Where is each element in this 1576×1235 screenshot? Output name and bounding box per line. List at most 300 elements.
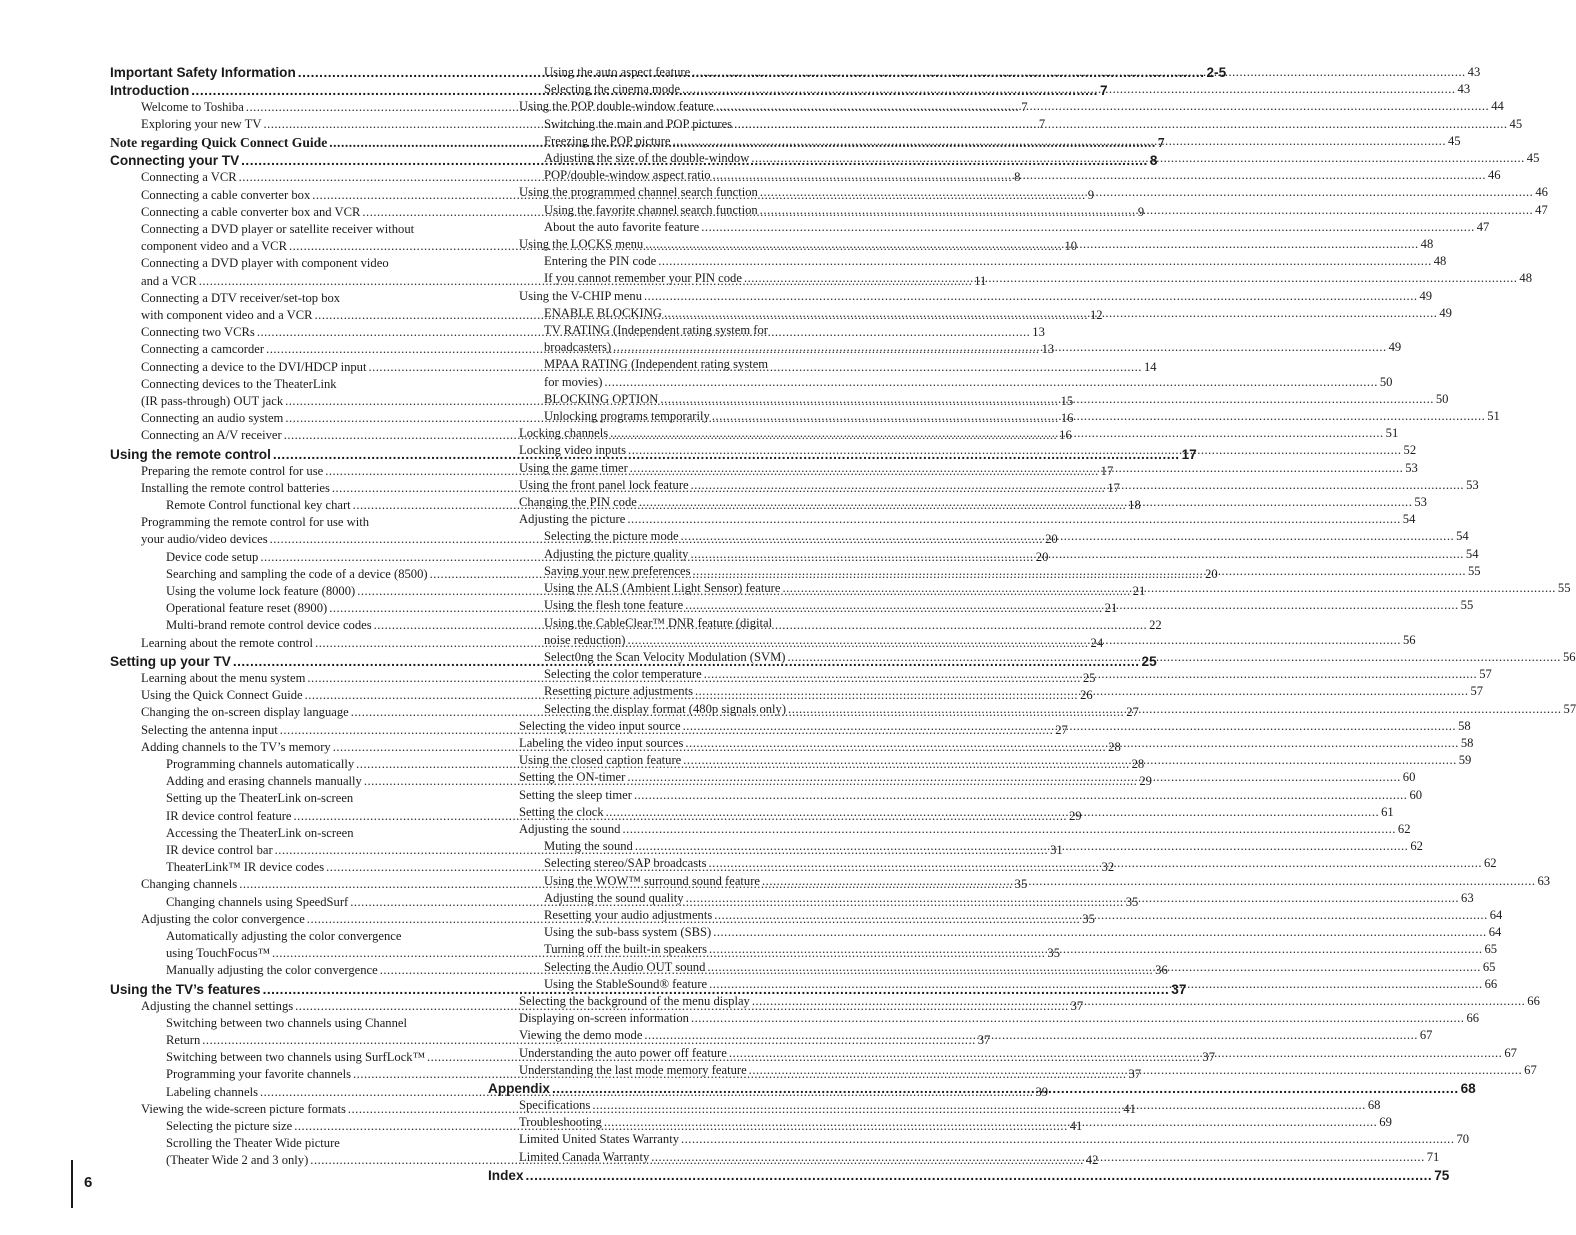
- toc-entry-page: 37: [1128, 1067, 1142, 1082]
- toc-entry-title: Preparing the remote control for use: [141, 463, 324, 478]
- toc-entry-page: 67: [1504, 1045, 1517, 1060]
- toc-entry-title: Resetting your audio adjustments: [544, 907, 713, 922]
- toc-entry-page: 54: [1456, 529, 1469, 544]
- toc-entry-line: [519, 98, 1504, 115]
- toc-entry[interactable]: [519, 184, 1548, 201]
- toc-entry-page: 37: [1070, 998, 1084, 1013]
- toc-entry-line: [544, 167, 1501, 184]
- toc-entry-page: 62: [1410, 839, 1423, 854]
- toc-entry-line: [519, 1010, 1480, 1027]
- toc-entry-title: Entering the PIN code: [544, 254, 657, 269]
- toc-entry-page: 20: [1035, 549, 1049, 564]
- toc-entry-line: [544, 924, 1502, 941]
- dot-leader: [691, 477, 1464, 494]
- toc-entry-line: [544, 81, 1471, 98]
- dot-leader: [782, 580, 1555, 597]
- toc-entry-page: 44: [1491, 99, 1504, 114]
- dot-leader: [660, 391, 1433, 408]
- toc-entry-page: 18: [1128, 498, 1141, 513]
- toc-entry[interactable]: [544, 150, 1540, 167]
- dot-leader: [686, 890, 1459, 907]
- toc-entry-page: 45: [1447, 133, 1461, 148]
- dot-leader: [681, 528, 1454, 545]
- toc-entry-title-line1: Automatically adjusting the color convergence: [166, 928, 402, 943]
- toc-entry-title: Installing the remote control batteries: [141, 480, 330, 495]
- toc-entry-line: [519, 511, 1416, 528]
- toc-entry-page: 45: [1509, 116, 1523, 131]
- toc-entry-page: 9: [1137, 204, 1145, 219]
- toc-entry-page: 27: [1055, 722, 1068, 737]
- dot-leader: [787, 649, 1560, 666]
- toc-entry-page: 13: [1041, 342, 1055, 357]
- dot-leader: [606, 804, 1379, 821]
- dot-leader: [692, 64, 1465, 81]
- toc-entry-title: Programming channels automatically: [166, 756, 355, 771]
- toc-entry-title: Connecting two VCRs: [141, 325, 255, 340]
- toc-entry-title: Multi-brand remote control device codes: [166, 618, 372, 633]
- dot-leader: [683, 718, 1456, 735]
- toc-entry-page: 21: [1104, 601, 1118, 616]
- toc-entry-title-line1: Switching between two channels using Channel: [166, 1015, 407, 1030]
- dot-leader: [709, 976, 1482, 993]
- toc-entry-page: 20: [1045, 532, 1058, 547]
- toc-entry[interactable]: [544, 924, 1502, 941]
- toc-entry-title: for movies): [544, 374, 603, 389]
- toc-entry-title: Selecting the color temperature: [544, 667, 702, 682]
- toc-entry[interactable]: [519, 511, 1416, 528]
- toc-entry-title: Labeling channels: [166, 1084, 258, 1099]
- toc-entry-line: [544, 202, 1548, 219]
- toc-entry-page: 69: [1379, 1115, 1392, 1130]
- dot-leader: [658, 253, 1431, 270]
- toc-entry-page: 65: [1484, 942, 1498, 957]
- toc-entry-page: 71: [1426, 1149, 1440, 1164]
- toc-entry-title: TheaterLink™ IR device codes: [166, 860, 325, 875]
- toc-entry-title: POP/double-window aspect ratio: [544, 168, 711, 183]
- dot-leader: [709, 941, 1482, 958]
- dot-leader: [712, 408, 1485, 425]
- toc-entry-page: 46: [1535, 185, 1548, 200]
- toc-entry-title: Important Safety Information: [110, 65, 296, 80]
- toc-entry-title: Using the closed caption feature: [519, 753, 682, 768]
- toc-entry-title: Welcome to Toshiba: [141, 100, 244, 114]
- toc-entry-page: 7: [1157, 135, 1165, 151]
- toc-entry-page: 50: [1379, 374, 1393, 389]
- toc-entry[interactable]: [519, 821, 1411, 838]
- toc-entry-title-line1: Setting up the TheaterLink on-screen: [166, 791, 354, 806]
- dot-leader: [713, 924, 1486, 941]
- toc-entry-page: 29: [1139, 774, 1152, 789]
- toc-entry-title: Connecting a camcorder: [141, 342, 265, 357]
- dot-leader: [552, 1080, 1459, 1097]
- toc-entry-page: 14: [1143, 359, 1157, 374]
- toc-entry-title: Setting the clock: [519, 804, 604, 819]
- dot-leader: [788, 701, 1561, 718]
- toc-entry-page: 56: [1402, 632, 1416, 647]
- toc-entry-title: Connecting a cable converter box: [141, 187, 311, 202]
- dot-leader: [701, 219, 1474, 236]
- toc-entry-page: 57: [1563, 701, 1576, 716]
- toc-entry-title: Connecting a cable converter box and VCR: [141, 204, 361, 219]
- dot-leader: [635, 838, 1408, 855]
- dot-leader: [639, 494, 1412, 511]
- toc-entry-title: Learning about the remote control: [141, 635, 314, 650]
- dot-leader: [651, 1149, 1424, 1166]
- toc-entry-title: Appendix: [488, 1080, 550, 1096]
- dot-leader: [707, 959, 1480, 976]
- toc-entry-page: 49: [1419, 288, 1433, 303]
- toc-entry-line: [544, 253, 1447, 270]
- toc-entry-title: Selecting the Audio OUT sound: [544, 959, 706, 974]
- toc-entry-title: Using the volume lock feature (8000): [166, 584, 356, 599]
- toc-entry-page: 57: [1470, 684, 1484, 699]
- dot-leader: [613, 339, 1386, 356]
- toc-entry-page: 64: [1488, 925, 1502, 940]
- toc-entry-title: Selecting the cinema mode: [544, 82, 681, 97]
- dot-leader: [760, 202, 1533, 219]
- toc-entry-title: Using the sub-bass system (SBS): [544, 925, 712, 940]
- toc-entry-title: Using the favorite channel search function: [544, 202, 758, 217]
- toc-entry-page: 12: [1089, 308, 1103, 323]
- toc-entry-title: Adjusting the sound quality: [544, 890, 684, 905]
- toc-entry-title: Selecting the picture size: [166, 1118, 293, 1133]
- toc-entry-title: Setting up your TV: [110, 653, 231, 669]
- toc-entry-title: Freezing the POP picture: [544, 133, 671, 148]
- toc-entry[interactable]: [544, 81, 1471, 98]
- dot-leader: [762, 873, 1535, 890]
- toc-entry-page: 17: [1107, 480, 1120, 495]
- toc-entry-title: Using the flesh tone feature: [544, 598, 684, 613]
- dot-leader: [709, 855, 1482, 872]
- toc-entry-title: Using the V-CHIP menu: [519, 288, 643, 303]
- toc-entry-title: Using the Quick Connect Guide: [141, 688, 303, 703]
- toc-entry[interactable]: [519, 1010, 1480, 1027]
- toc-entry-title: (Theater Wide 2 and 3 only): [166, 1153, 309, 1168]
- dot-leader: [664, 305, 1437, 322]
- toc-entry-title-line1: Programming the remote control for use with: [141, 515, 370, 530]
- dot-leader: [685, 735, 1458, 752]
- toc-entry-line: [544, 133, 1461, 150]
- toc-entry-title: Learning about the menu system: [141, 670, 306, 685]
- dot-leader: [695, 683, 1468, 700]
- toc-entry-page: 67: [1419, 1028, 1433, 1043]
- toc-entry-title: Connecting an A/V receiver: [141, 428, 282, 443]
- toc-entry-title: with component video and a VCR: [141, 308, 313, 323]
- dot-leader: [634, 787, 1407, 804]
- dot-leader: [630, 460, 1403, 477]
- toc-entry-page: 36: [1155, 963, 1168, 978]
- toc-entry[interactable]: [519, 288, 1433, 305]
- toc-entry-title: Return: [166, 1032, 201, 1047]
- toc-entry-page: 49: [1439, 305, 1452, 320]
- toc-entry-title: Connecting an audio system: [141, 411, 284, 426]
- dot-leader: [734, 116, 1507, 133]
- toc-entry-page: 35: [1082, 911, 1095, 926]
- dot-leader: [644, 1027, 1417, 1044]
- toc-entry-title: About the auto favorite feature: [544, 219, 700, 234]
- toc-entry-title: Resetting picture adjustments: [544, 684, 693, 699]
- toc-entry-page: 9: [1087, 187, 1095, 202]
- toc-entry-title-line1: Connecting devices to the TheaterLink: [141, 376, 337, 391]
- toc-entry-page: 48: [1433, 254, 1447, 269]
- dot-leader: [622, 821, 1395, 838]
- toc-entry-page: 7: [1021, 100, 1028, 114]
- dot-leader: [704, 666, 1477, 683]
- toc-entry-page: 68: [1460, 1080, 1476, 1096]
- toc-entry-line: [544, 374, 1393, 391]
- toc-entry-title: Turning off the built-in speakers: [544, 942, 708, 957]
- dot-leader: [683, 752, 1456, 769]
- dot-leader: [673, 133, 1446, 150]
- toc-entry-title: Connecting a VCR: [141, 170, 237, 185]
- toc-entry-title: Labeling the video input sources: [519, 735, 684, 750]
- toc-entry-title: Selecting the display format (480p signals only): [544, 701, 787, 716]
- toc-entry-title: Adding channels to the TV’s memory: [141, 739, 331, 754]
- toc-entry-page: 46: [1487, 168, 1501, 183]
- dot-leader: [690, 546, 1463, 563]
- toc-entry-page: 60: [1409, 787, 1423, 802]
- dot-leader: [713, 167, 1486, 184]
- toc-entry-page: 10: [1064, 239, 1078, 254]
- toc-entry-title: Specifications: [519, 1097, 591, 1112]
- toc-entry-line: [544, 150, 1540, 167]
- toc-entry-title: Muting the sound: [544, 839, 633, 854]
- toc-entry-page: 25: [1141, 653, 1157, 669]
- dot-leader: [749, 1062, 1522, 1079]
- toc-entry-page: 43: [1457, 82, 1471, 97]
- toc-entry-title: Using the LOCKS menu: [519, 237, 644, 252]
- toc-entry-title: Setting the sleep timer: [519, 787, 632, 802]
- toc-entry-page: 55: [1468, 563, 1481, 578]
- toc-entry-page: 7: [1038, 117, 1046, 132]
- toc-entry-title: Locking video inputs: [519, 443, 627, 458]
- toc-entry-page: 57: [1479, 667, 1492, 682]
- toc-entry-title: Exploring your new TV: [141, 117, 262, 132]
- toc-entry-title: Selecting stereo/SAP broadcasts: [544, 856, 707, 871]
- toc-entry-title-line1: Using the CableClear™ DNR feature (digital: [544, 615, 773, 630]
- toc-entry-title: Selecting the video input source: [519, 718, 681, 733]
- toc-entry-title-line1: MPAA RATING (Independent rating system: [544, 357, 769, 372]
- toc-entry-title: using TouchFocus™: [166, 946, 270, 961]
- toc-entry-title: If you cannot remember your PIN code: [544, 271, 742, 286]
- toc-entry-page: 55: [1557, 581, 1571, 596]
- toc-entry-line: [519, 184, 1548, 201]
- toc-entry-title: Unlocking programs temporarily: [544, 409, 710, 424]
- toc-entry-title: Understanding the last mode memory feature: [519, 1062, 747, 1077]
- toc-entry-page: 58: [1460, 735, 1474, 750]
- toc-entry-page: 48: [1420, 237, 1434, 252]
- toc-entry-page: 25: [1082, 670, 1096, 685]
- dot-leader: [627, 632, 1400, 649]
- toc-entry-title: BLOCKING OPTION: [544, 391, 659, 406]
- toc-entry-title: Viewing the wide-screen picture formats: [141, 1101, 346, 1116]
- toc-entry-title: Selecting the antenna input: [141, 722, 278, 737]
- dot-leader: [644, 288, 1417, 305]
- toc-entry-page: 13: [1032, 325, 1045, 340]
- toc-entry-page: 37: [1171, 981, 1187, 997]
- toc-entry-page: 53: [1405, 460, 1418, 475]
- dot-leader: [716, 98, 1489, 115]
- toc-entry-page: 55: [1460, 598, 1474, 613]
- toc-entry-page: 53: [1414, 495, 1427, 510]
- toc-entry-line: [488, 1167, 1450, 1184]
- toc-entry-title: Using the remote control: [110, 446, 271, 462]
- toc-entry-page: 17: [1181, 446, 1197, 462]
- toc-entry-title: Switching between two channels using SurfLock™: [166, 1050, 425, 1065]
- toc-entry[interactable]: [519, 787, 1423, 804]
- toc-entry-title: Using the front panel lock feature: [519, 477, 689, 492]
- toc-entry-page: 61: [1381, 804, 1394, 819]
- toc-entry-line: [519, 821, 1411, 838]
- dot-leader: [729, 1045, 1502, 1062]
- toc-entry-page: 17: [1100, 463, 1114, 478]
- dot-leader: [628, 442, 1401, 459]
- toc-entry-title: Note regarding Quick Connect Guide: [110, 135, 328, 151]
- toc-entry-title: your audio/video devices: [141, 532, 268, 547]
- toc-entry-title: Using the auto aspect feature: [544, 65, 691, 79]
- toc-entry-page: 51: [1385, 426, 1399, 441]
- toc-entry-title: Using the ALS (Ambient Light Sensor) feature: [544, 581, 781, 596]
- dot-leader: [645, 236, 1418, 253]
- toc-entry-title: Using the POP double-window feature: [519, 99, 714, 114]
- toc-entry-title: Using the TV’s features: [110, 981, 261, 997]
- toc-entry-title: Limited Canada Warranty: [519, 1149, 650, 1164]
- toc-entry[interactable]: [544, 133, 1461, 150]
- toc-entry-page: 66: [1484, 976, 1498, 991]
- toc-entry-page: 16: [1059, 428, 1072, 443]
- toc-entry-page: 47: [1535, 202, 1548, 217]
- toc-entry[interactable]: [519, 1131, 1470, 1148]
- dot-leader: [685, 597, 1458, 614]
- toc-entry-page: 15: [1060, 394, 1074, 409]
- toc-entry-title: Using the game timer: [519, 460, 628, 475]
- toc-entry-page: 54: [1465, 546, 1479, 561]
- dot-leader: [604, 1114, 1377, 1131]
- toc-entry-page: 59: [1458, 753, 1472, 768]
- toc-entry-title: ENABLE BLOCKING: [544, 305, 662, 320]
- toc-entry-page: 75: [1434, 1167, 1450, 1183]
- toc-entry-page: 64: [1489, 907, 1503, 922]
- toc-entry-page: 32: [1101, 860, 1115, 875]
- toc-entry-title-line1: Connecting a DTV receiver/set-top box: [141, 290, 341, 305]
- toc-entry-title: Changing the on-screen display language: [141, 705, 349, 720]
- toc-entry[interactable]: [544, 253, 1447, 270]
- toc-entry-page: 29: [1069, 808, 1082, 823]
- toc-entry-title: Connecting your TV: [110, 153, 240, 169]
- toc-entry[interactable]: [519, 98, 1504, 115]
- toc-entry-title: Selecting the background of the menu display: [519, 993, 750, 1008]
- dot-leader: [744, 270, 1517, 287]
- toc-entry-title: Select0ng the Scan Velocity Modulation (SVM): [544, 649, 786, 664]
- toc-entry-page: 16: [1060, 411, 1074, 426]
- toc-entry-title: Saving your new preferences: [544, 563, 691, 578]
- toc-entry-title: Adjusting the picture quality: [544, 546, 689, 561]
- dot-leader: [691, 1010, 1464, 1027]
- toc-entry-page: 35: [1014, 877, 1028, 892]
- toc-entry-page: 60: [1402, 770, 1416, 785]
- page-number: 6: [84, 1174, 93, 1191]
- dot-leader: [604, 374, 1377, 391]
- dot-leader: [681, 1131, 1454, 1148]
- dot-leader: [610, 425, 1383, 442]
- toc-entry[interactable]: [544, 202, 1548, 219]
- dot-leader: [592, 1097, 1365, 1114]
- toc-entry-title-line1: Connecting a DVD player or satellite receiver without: [141, 222, 415, 237]
- toc-entry[interactable]: [544, 167, 1501, 184]
- toc-entry-page: 70: [1456, 1132, 1470, 1147]
- toc-section-heading[interactable]: [488, 1167, 1450, 1184]
- toc-entry-title: Remote Control functional key chart: [166, 498, 351, 513]
- toc-entry-title: Adjusting the picture: [519, 512, 626, 527]
- toc-entry-title: Viewing the demo mode: [519, 1028, 643, 1043]
- toc-entry-page: 52: [1403, 443, 1417, 458]
- toc-entry-title: IR device control feature: [166, 808, 292, 823]
- toc-entry-page: 41: [1123, 1101, 1136, 1116]
- toc-entry-title: Programming your favorite channels: [166, 1067, 352, 1082]
- dot-leader: [760, 184, 1533, 201]
- dot-leader: [627, 511, 1400, 528]
- toc-entry-title-line1: Scrolling the Theater Wide picture: [166, 1136, 340, 1151]
- toc-entry-title: Index: [488, 1167, 524, 1183]
- toc-entry-title: Manually adjusting the color convergence: [166, 963, 378, 978]
- toc-entry-line: [519, 787, 1423, 804]
- toc-entry-title: Changing channels using SpeedSurf: [166, 894, 349, 909]
- dot-leader: [682, 81, 1455, 98]
- toc-entry-page: 35: [1047, 946, 1060, 961]
- toc-entry-page: 7: [1099, 83, 1108, 98]
- toc-entry-page: 21: [1132, 584, 1146, 599]
- toc-entry-page: 22: [1149, 618, 1162, 633]
- toc-entry-page: 37: [1202, 1050, 1215, 1065]
- toc-entry-page: 27: [1126, 705, 1139, 720]
- toc-entry-title: component video and a VCR: [141, 239, 287, 254]
- toc-entry-title: Device code setup: [166, 549, 259, 564]
- dot-leader: [627, 769, 1400, 786]
- toc-entry-page: 67: [1524, 1062, 1537, 1077]
- toc-entry-title: Displaying on-screen information: [519, 1011, 689, 1026]
- toc-entry-page: 42: [1085, 1153, 1099, 1168]
- toc-entry-page: 56: [1562, 649, 1576, 664]
- toc-entry-title: Adjusting the size of the double-window: [544, 151, 750, 166]
- dot-leader: [714, 907, 1487, 924]
- dot-leader: [526, 1167, 1433, 1184]
- toc-entry-title: Selecting the picture mode: [544, 529, 679, 544]
- toc-entry-page: 51: [1487, 409, 1500, 424]
- toc-entry-title: Introduction: [110, 83, 190, 98]
- toc-entry-title: Adjusting the channel settings: [141, 998, 294, 1013]
- dot-leader: [693, 563, 1466, 580]
- toc-entry-page: 49: [1388, 340, 1402, 355]
- toc-entry-page: 35: [1125, 894, 1139, 909]
- toc-entry-title: Setting the ON-timer: [519, 770, 626, 785]
- toc-entry-title: broadcasters): [544, 340, 612, 355]
- toc-entry-page: 8: [1149, 153, 1158, 169]
- toc-entry-title: noise reduction): [544, 632, 626, 647]
- toc-entry-title: Using the WOW™ surround sound feature: [544, 873, 761, 888]
- toc-entry-page: 66: [1466, 1011, 1480, 1026]
- toc-entry-title: Limited United States Warranty: [519, 1132, 679, 1147]
- toc-entry-page: 28: [1131, 756, 1145, 771]
- toc-entry-page: 53: [1466, 477, 1479, 492]
- toc-entry[interactable]: [544, 219, 1490, 236]
- toc-entry[interactable]: [544, 116, 1523, 133]
- toc-entry-title: Understanding the auto power off feature: [519, 1045, 727, 1060]
- toc-entry-title: (IR pass-through) OUT jack: [141, 394, 284, 409]
- toc-entry-title: Using the StableSound® feature: [544, 976, 708, 991]
- toc-entry-title-line1: Connecting a DVD player with component video: [141, 256, 389, 271]
- toc-entry-page: 11: [974, 273, 987, 288]
- toc-entry-page: 68: [1367, 1097, 1381, 1112]
